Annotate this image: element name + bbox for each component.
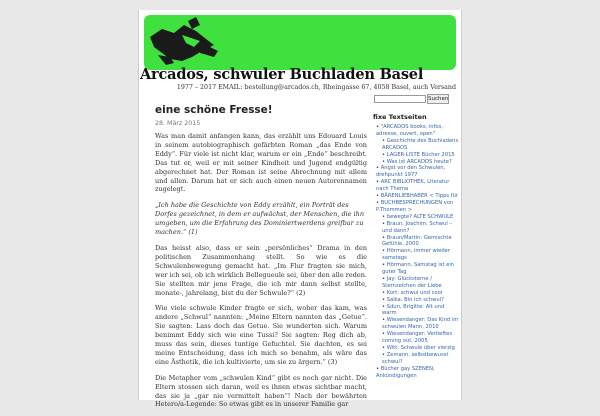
post-paragraph: Was man damit anfangen kann, das erzählt uns Edouard Louis in seinem autobiographisch gefärbten Roman „das Ende von Eddy“. Für viele ist nicht klar, warum er ein „Ende“ beschreibt. Das tut er, weil er mit seiner Kindheit und Jugend endgültig abgerechnet hat. Der Roman ist seine Abrechnung mit allem und allen. Darum hat er sich auch einen neuen Autorennamen zugelegt. bbox=[155, 132, 367, 194]
sidebar bbox=[373, 113, 459, 380]
sidebar-link[interactable]: • Geschichte des Buchladens ARCADOS bbox=[373, 138, 459, 152]
sidebar-heading: fixe Textseiten bbox=[373, 113, 427, 121]
search-input[interactable] bbox=[374, 95, 426, 103]
banner-hand-graphic bbox=[144, 15, 456, 70]
sidebar-link[interactable]: • Braun/Martin: Gemischte Gefühle, 2000 bbox=[373, 235, 459, 249]
site-title[interactable]: Arcados, schwuler Buchladen Basel bbox=[140, 66, 424, 83]
post-paragraph: Wie viele schwule Kinder fragte er sich, woher das kam, was andere „Schwul“ nannten: „Meine Eltern nannten das „Getue“. Sie sagten: Lass doch das Getue. Sie wunderten sich. Warum benimmt Eddy sich wie eine Tussi? Sie sagten: Reg dich ab, muss das sein, dieses tuntige Gefuchtel. Sie dachten, es sei meine Entscheidung, dass ich mich so benahm, als wäre das eine Ästhetik, die ich kultivierte, um sie zu ärgern.“ (3) bbox=[155, 304, 367, 366]
sidebar-link[interactable]: • Witt: Schwule über vierzig bbox=[373, 345, 459, 352]
sidebar-link[interactable]: • Hörmann, immer wieder samstags bbox=[373, 248, 459, 262]
sidebar-link[interactable]: • BUCHBESPRECHUNGEN von P.Thommen > bbox=[373, 200, 459, 214]
sidebar-link[interactable]: • Salka: Bin ich schwul? bbox=[373, 297, 459, 304]
main-content bbox=[155, 104, 367, 416]
sidebar-link[interactable]: • Was ist ARCADOS heute? bbox=[373, 159, 459, 166]
sidebar-link[interactable]: • Wiesendanger: Vertieftes coming out, 2005 bbox=[373, 331, 459, 345]
sidebar-link[interactable]: • BÄRENLIEBHABER < Tipps für bbox=[373, 193, 459, 200]
sidebar-link[interactable]: • ARC BIBLIOTHEK, Literatur nach Thema bbox=[373, 179, 459, 193]
header-banner bbox=[144, 15, 456, 70]
sidebar-link[interactable]: • Wiesendanger: Das Kind im schwulen Mann, 2010 bbox=[373, 317, 459, 331]
post-paragraph: Die Metapher vom „schwulen Kind“ gibt es noch gar nicht. Die Eltern stossen sich daran, weil es ihnen etwas sichtbar macht, das sie ja „gar nie vermittelt haben“! Nach der bewährten Hetero/a-Legende: So etwas gibt es in unserer Familie gar bbox=[155, 373, 367, 409]
sidebar-link[interactable]: • Braun, Joachim: Schwul – und dann? bbox=[373, 221, 459, 235]
site-tagline: 1977 – 2017 EMAIL: bestellung@arcados.ch, Rheingasse 67, 4058 Basel, auch Versand bbox=[176, 84, 456, 91]
sidebar-link[interactable]: • Bücher gay SZENEN, Ankündigungen bbox=[373, 366, 459, 380]
post-title[interactable]: eine schöne Fresse! bbox=[155, 104, 273, 116]
sidebar-link[interactable]: • "ARCADOS books, infos, adresse, ouvert, open" bbox=[373, 124, 459, 138]
sidebar-link[interactable]: • Sdun, Brigitte: Alt und warm bbox=[373, 304, 459, 318]
sidebar-link[interactable]: • Kort: schwul und cool bbox=[373, 290, 459, 297]
search-button[interactable]: Suchen bbox=[428, 96, 449, 102]
sidebar-list bbox=[373, 124, 459, 380]
sidebar-link[interactable]: • Zemann. selbstbewusst schwul? bbox=[373, 352, 459, 366]
post-date: 28. März 2015 bbox=[155, 120, 201, 127]
sidebar-link[interactable]: • Hörmann, Samstag ist ein guter Tag bbox=[373, 262, 459, 276]
sidebar-link[interactable]: • Jay: Glücksterne / Sternzeichen der Liebe bbox=[373, 276, 459, 290]
post-quote: „Ich habe die Geschichte von Eddy erzählt, ein Porträt des Dorfes gezeichnet, in dem er aufwächst, der Menschen, die ihn umgeben, um die Erfahrung des Dominiertwerdens greifbar zu machen.“ (1) bbox=[155, 201, 365, 237]
sidebar-link[interactable]: • LAGER-LISTE Bücher 2015 bbox=[373, 152, 459, 159]
post-paragraph: Das heisst also, dass er sein „persönliches“ Drama in den politischen Zusammenhang stellt. So wie es die Schwulenbewegung gemacht hat. „Im Flur fragten sie mich, wer ich sei, ob ich wirklich Bellegueule sei, über den alle reden. Sie stellten mir jene Frage, die ich mir dann selbst stellte, monate-, jahrelang, bist du der Schwule?“ (2) bbox=[155, 243, 367, 297]
sidebar-link[interactable]: • Angst vor den Schwulen, drehpunkt 1977 bbox=[373, 165, 459, 179]
sidebar-link[interactable]: • bewegte? ALTE SCHWULE bbox=[373, 214, 459, 221]
